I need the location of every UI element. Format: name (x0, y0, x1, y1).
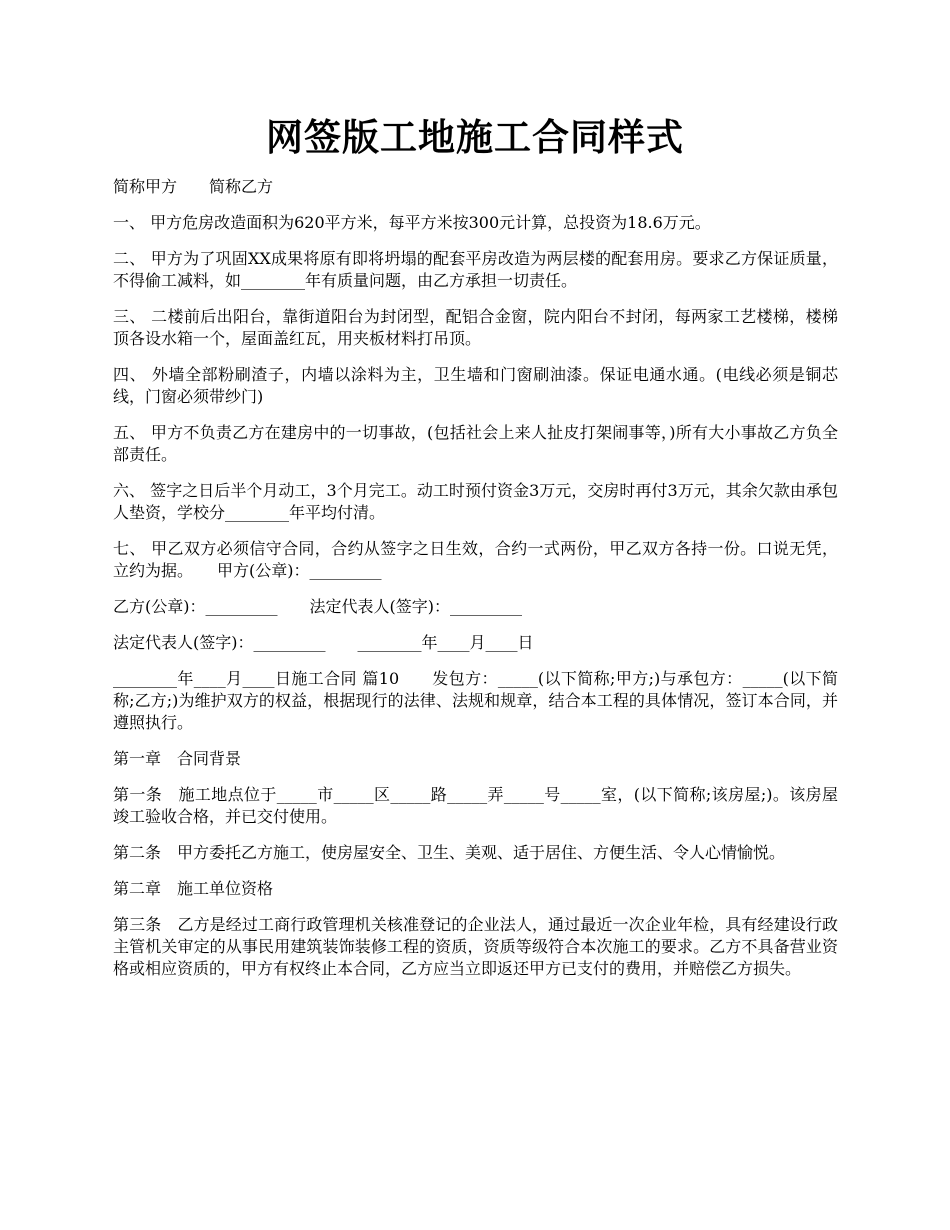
clause-3: 三、 二楼前后出阳台，靠街道阳台为封闭型，配铝合金窗，院内阳台不封闭，每两家工艺楼梯，楼梯顶各设水箱一个，屋面盖红瓦，用夹板材料打吊顶。 (113, 307, 838, 348)
document-body (113, 176, 838, 994)
chapter-2-heading: 第二章 施工单位资格 (113, 879, 274, 898)
clause-7: 七、 甲乙双方必须信守合同，合约从签字之日生效，合约一式两份，甲乙双方各持一份。口说无凭，立约为据。 甲方(公章)：_________ (113, 539, 838, 580)
clause-4: 四、 外墙全部粉刷渣子，内墙以涂料为主，卫生墙和门窗刷油漆。保证电通水通。(电线必须是铜芯线，门窗必须带纱门) (113, 365, 838, 406)
article-1: 第一条 施工地点位于_____市_____区_____路_____弄_____号_____室，(以下简称;该房屋;)。该房屋竣工验收合格，并已交付使用。 (113, 785, 838, 826)
signature-line-1: 乙方(公章)：_________ 法定代表人(签字)：_________ (113, 597, 522, 616)
contract-10-intro: ________年____月____日施工合同 篇10 发包方：_____(以下简称;甲方;)与承包方：_____(以下简称;乙方;)为维护双方的权益，根据现行的法律、法规和规章，结合本工程的具体情况，签订本合同，并遵照执行。 (113, 669, 838, 732)
clause-2: 二、 甲方为了巩固XX成果将原有即将坍塌的配套平房改造为两层楼的配套用房。要求乙方保证质量，不得偷工减料，如________年有质量问题，由乙方承担一切责任。 (113, 249, 838, 290)
paragraph-parties: 简称甲方 简称乙方 (113, 177, 274, 196)
clause-6: 六、 签字之日后半个月动工，3个月完工。动工时预付资金3万元，交房时再付3万元，其余欠款由承包人垫资，学校分________年平均付清。 (113, 481, 838, 522)
chapter-1-heading: 第一章 合同背景 (113, 749, 242, 768)
signature-line-2: 法定代表人(签字)：_________ ________年____月____日 (113, 633, 534, 652)
article-3: 第三条 乙方是经过工商行政管理机关核准登记的企业法人，通过最近一次企业年检，具有经建设行政主管机关审定的从事民用建筑装饰装修工程的资质，资质等级符合本次施工的要求。乙方不具备营业资格或相应资质的，甲方有权终止本合同，乙方应当立即返还甲方已支付的费用，并赔偿乙方损失。 (113, 915, 838, 978)
clause-1: 一、 甲方危房改造面积为620平方米，每平方米按300元计算，总投资为18.6万元。 (113, 213, 711, 232)
article-2: 第二条 甲方委托乙方施工，使房屋安全、卫生、美观、适于居住、方便生活、令人心情愉悦。 (113, 843, 786, 862)
document-title: 网签版工地施工合同样式 (266, 115, 684, 159)
clause-5: 五、 甲方不负责乙方在建房中的一切事故，(包括社会上来人扯皮打架闹事等，)所有大小事故乙方负全部责任。 (113, 423, 838, 464)
